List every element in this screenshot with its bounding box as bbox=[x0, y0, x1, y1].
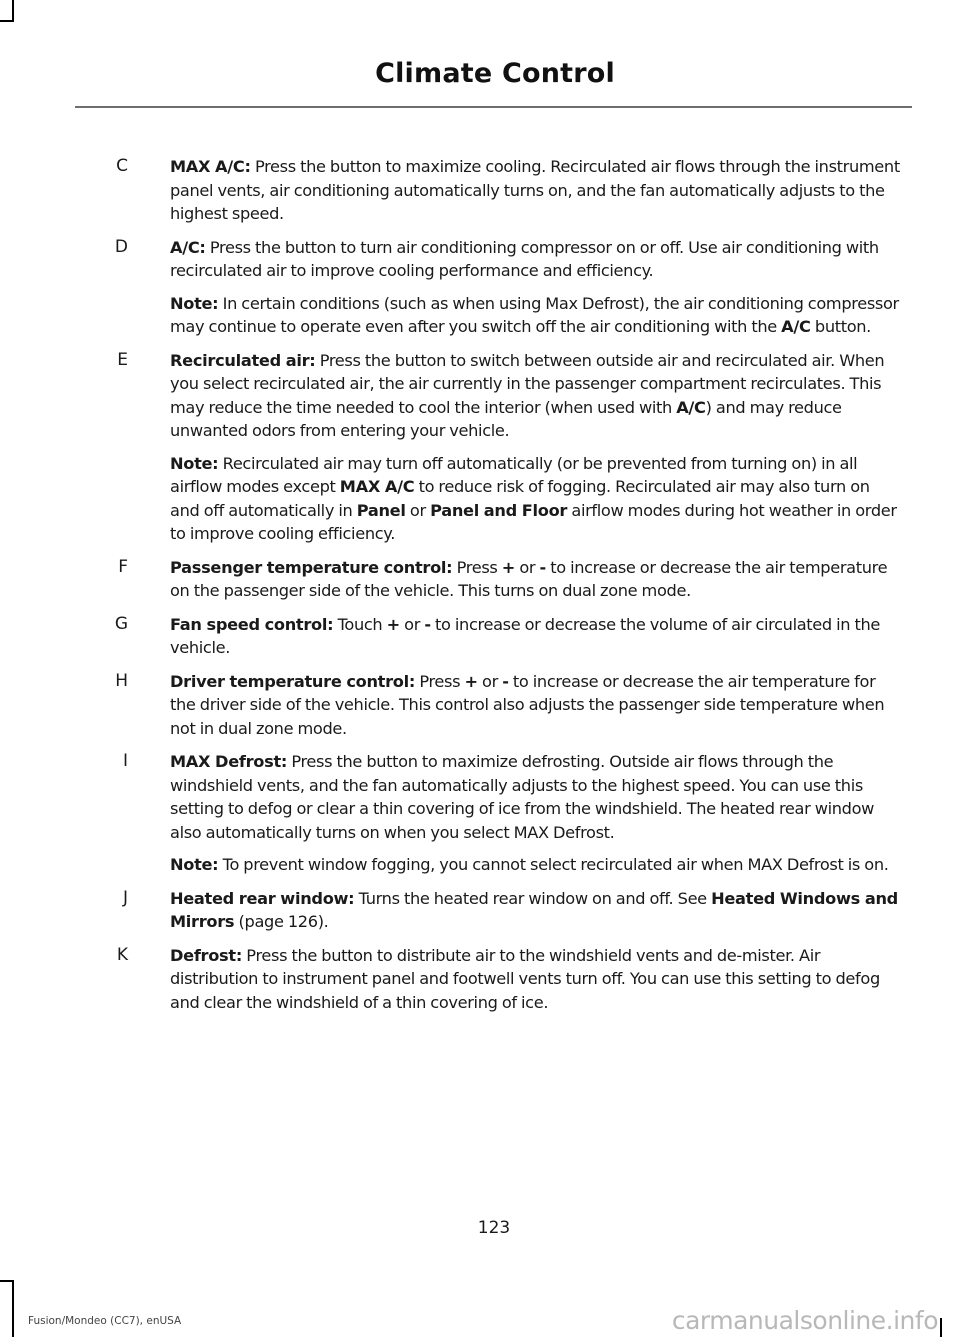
crop-mark-top-left-vertical bbox=[12, 0, 14, 20]
bold-term: + bbox=[501, 557, 516, 577]
control-item-h bbox=[88, 670, 900, 741]
text-run: or bbox=[515, 557, 540, 577]
item-description bbox=[170, 155, 900, 226]
bold-term: A/C bbox=[781, 317, 811, 336]
text-run: ) and may reduce unwanted odors from entering your vehicle. bbox=[170, 397, 842, 440]
item-letter: D bbox=[114, 236, 128, 257]
bold-term: + bbox=[464, 671, 478, 691]
page-title: Climate Control bbox=[375, 58, 615, 89]
bold-term: A/C bbox=[676, 397, 706, 417]
bold-term: Heated rear window: bbox=[170, 888, 355, 908]
text-run: Press the button to switch between outside air and recirculated air. When you select recirculated air, the air currently in the passenger compartment recirculates. This may reduce the time needed to cool the interior (when used with bbox=[170, 350, 885, 417]
item-letter: E bbox=[117, 349, 128, 370]
bold-term: Recirculated air: bbox=[170, 350, 316, 370]
bold-term: Passenger temperature control: bbox=[170, 557, 453, 577]
bold-term: Note: bbox=[170, 855, 219, 874]
bold-term: Note: bbox=[170, 293, 219, 313]
text-run: Press bbox=[452, 557, 502, 577]
control-item-g bbox=[88, 613, 900, 660]
item-letter: I bbox=[122, 751, 128, 771]
text-run: or bbox=[477, 671, 503, 691]
text-run: Recirculated air may turn off automatically (or be prevented from turning on) in all airflow modes except bbox=[170, 453, 858, 496]
text-run: In certain conditions (such as when using Max Defrost), the air conditioning compressor may continue to operate even after you switch off the air conditioning with the bbox=[170, 293, 899, 336]
item-description bbox=[170, 613, 900, 660]
text-run: Press the button to turn air conditioning compressor on or off. Use air conditioning with recirculated air to improve cooling performance and efficiency. bbox=[170, 237, 879, 280]
control-item-e bbox=[88, 349, 900, 546]
bold-term: Heated Windows and Mirrors bbox=[170, 888, 898, 931]
text-run: Touch bbox=[333, 614, 387, 634]
item-description bbox=[170, 944, 900, 1015]
text-run: or bbox=[405, 500, 431, 520]
bold-term: Panel and Floor bbox=[430, 500, 568, 520]
bold-term: MAX A/C bbox=[339, 477, 415, 496]
bold-term: - bbox=[539, 557, 546, 577]
watermark: carmanualsonline.info bbox=[671, 1306, 938, 1335]
item-description bbox=[170, 349, 900, 443]
item-note bbox=[170, 853, 900, 877]
text-run: To prevent window fogging, you cannot select recirculated air when MAX Defrost is on. bbox=[218, 855, 889, 874]
item-description bbox=[170, 670, 900, 741]
item-letter: C bbox=[116, 156, 128, 176]
text-run: to increase or decrease the air temperature for the driver side of the vehicle. This control also adjusts the passenger side temperature when not in dual zone mode. bbox=[170, 671, 885, 738]
text-run: Press bbox=[415, 671, 465, 691]
control-item-d bbox=[88, 236, 900, 339]
crop-mark-top-left-horizontal bbox=[0, 20, 14, 22]
page-number: 123 bbox=[477, 1218, 511, 1238]
control-item-k bbox=[88, 944, 900, 1015]
bold-term: Defrost: bbox=[170, 945, 243, 965]
control-item-f bbox=[88, 556, 900, 603]
item-letter: J bbox=[122, 887, 128, 908]
crop-mark-bottom-left-horizontal bbox=[0, 1280, 14, 1282]
control-item-c bbox=[88, 155, 900, 226]
bold-term: MAX A/C: bbox=[170, 157, 251, 176]
text-run: button. bbox=[810, 317, 871, 336]
item-letter: F bbox=[118, 556, 128, 577]
item-description bbox=[170, 887, 900, 934]
text-run: to reduce risk of fogging. Recirculated air may also turn on and off automatically in bbox=[170, 477, 870, 520]
control-item-i bbox=[88, 750, 900, 877]
text-run: Turns the heated rear window on and off. See bbox=[354, 888, 712, 908]
item-note bbox=[170, 292, 900, 339]
crop-mark-bottom-left-vertical bbox=[12, 1280, 14, 1337]
bold-term: - bbox=[502, 671, 509, 691]
item-description bbox=[170, 750, 900, 844]
text-run: Press the button to maximize defrosting. Outside air flows through the windshield vents, and the fan automatically adjusts to the highest speed. You can use this setting to defog or clear a thin covering of ice from the windshield. The heated rear window also automatically turns on when you select MAX Defrost. bbox=[170, 752, 875, 842]
item-letter: G bbox=[114, 613, 128, 634]
item-description bbox=[170, 556, 900, 603]
item-description bbox=[170, 236, 900, 283]
bold-term: Driver temperature control: bbox=[170, 671, 416, 691]
item-letter: H bbox=[115, 670, 128, 691]
bold-term: - bbox=[424, 614, 431, 634]
item-note bbox=[170, 452, 900, 546]
bold-term: A/C: bbox=[170, 237, 206, 257]
text-run: to increase or decrease the air temperature on the passenger side of the vehicle. This turns on dual zone mode. bbox=[170, 557, 888, 600]
text-run: airflow modes during hot weather in order to improve cooling efficiency. bbox=[170, 500, 897, 543]
crop-mark-bottom-right-vertical bbox=[940, 1318, 942, 1337]
text-run: Press the button to maximize cooling. Recirculated air flows through the instrument panel vents, air conditioning automatically turns on, and the fan automatically adjusts to the highest speed. bbox=[170, 157, 900, 223]
text-run: Press the button to distribute air to the windshield vents and de-mister. Air distribution to instrument panel and footwell vents turn off. You can use this setting to defog and clear the windshield of a thin covering of ice. bbox=[170, 945, 880, 1012]
text-run: (page 126). bbox=[234, 912, 329, 931]
control-item-j bbox=[88, 887, 900, 934]
bold-term: + bbox=[386, 614, 400, 634]
bold-term: MAX Defrost: bbox=[170, 752, 288, 771]
bold-term: Fan speed control: bbox=[170, 614, 334, 634]
bold-term: Panel bbox=[356, 500, 406, 520]
text-run: to increase or decrease the volume of air circulated in the vehicle. bbox=[170, 614, 880, 657]
item-letter: K bbox=[116, 944, 128, 965]
text-run: or bbox=[399, 614, 425, 634]
control-descriptions bbox=[88, 155, 900, 1024]
bold-term: Note: bbox=[170, 453, 219, 473]
header-rule bbox=[75, 106, 912, 108]
footer-model-text: Fusion/Mondeo (CC7), enUSA bbox=[28, 1315, 182, 1327]
